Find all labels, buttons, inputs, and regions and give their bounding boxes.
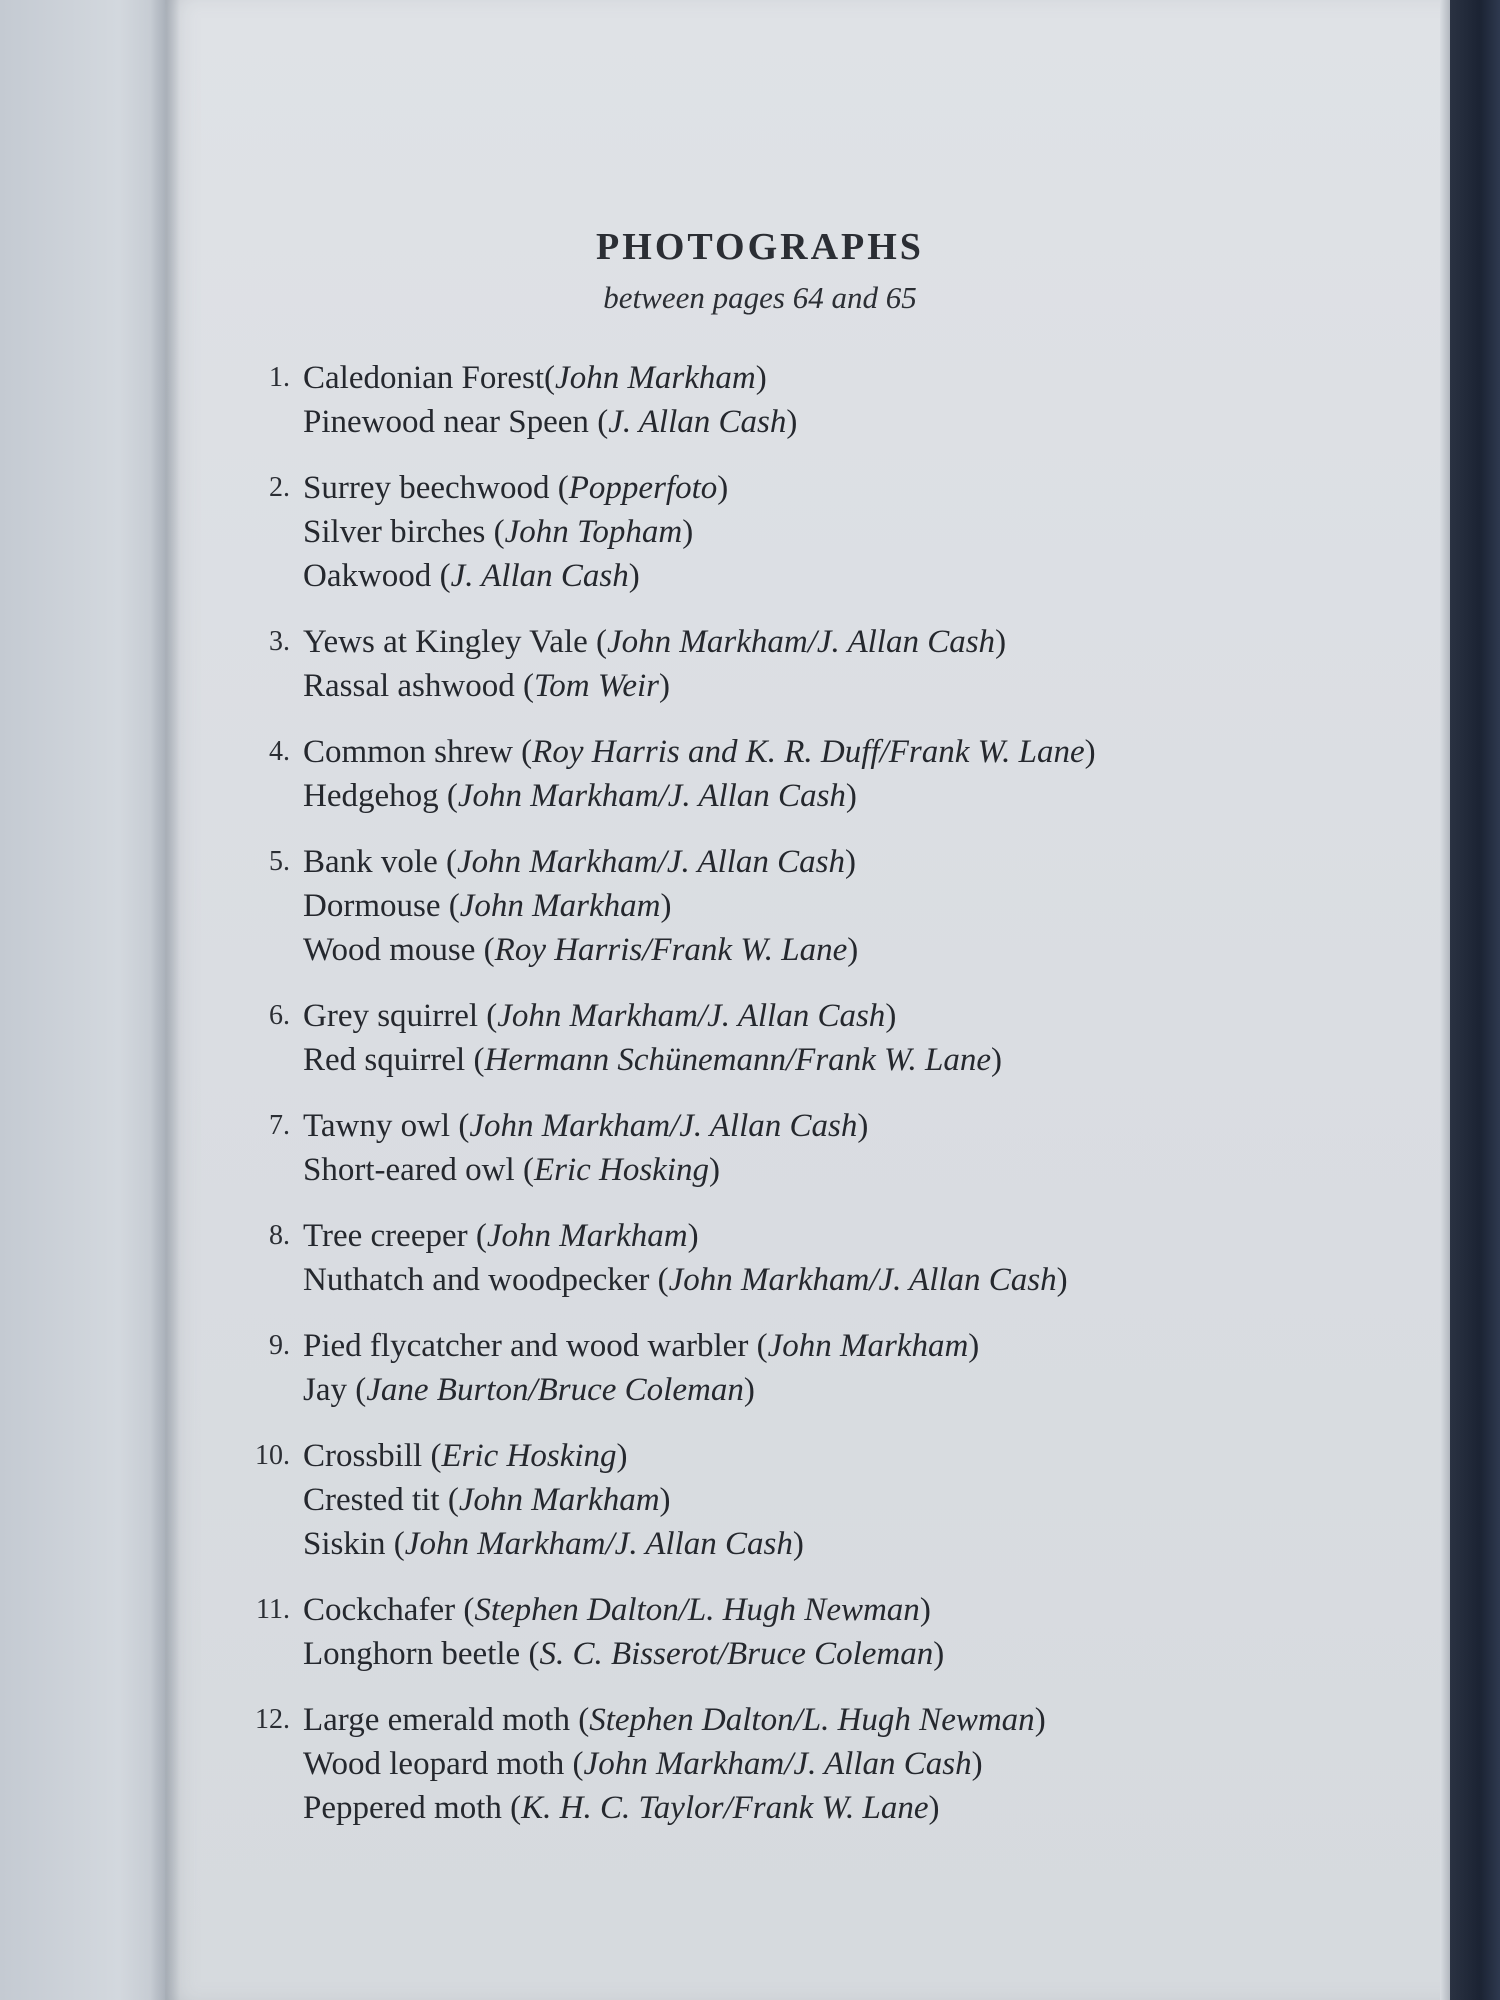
photo-credit: S. C. Bisserot/Bruce Coleman [539, 1636, 934, 1672]
close-paren: ) [933, 1636, 945, 1672]
photo-caption-line [303, 1588, 1350, 1632]
photo-credit: Eric Hosking [441, 1438, 617, 1474]
photo-caption-line [303, 1258, 1350, 1302]
open-paren: ( [521, 734, 533, 770]
photo-caption-line [303, 1104, 1350, 1148]
photo-caption-line [303, 1368, 1350, 1412]
photo-caption-line [303, 356, 1350, 400]
entry-number: 4. [269, 736, 290, 767]
photo-subject: Cockchafer [303, 1592, 464, 1628]
open-paren: ( [522, 668, 534, 704]
entry-number: 7. [269, 1110, 290, 1141]
open-paren: ( [557, 470, 569, 506]
photo-subject: Jay [303, 1372, 356, 1408]
photo-caption-line [303, 730, 1350, 774]
photo-subject: Longhorn beetle [303, 1636, 529, 1672]
entry-lines [303, 356, 1350, 444]
open-paren: ( [448, 888, 460, 924]
photo-subject: Crested tit [303, 1482, 448, 1518]
close-paren: ) [847, 932, 859, 968]
photo-subject: Short-eared owl [303, 1152, 523, 1188]
photo-subject: Pinewood near Speen [303, 404, 598, 440]
open-paren: ( [430, 1438, 442, 1474]
close-paren: ) [660, 888, 672, 924]
photo-entry [240, 840, 1350, 972]
close-paren: ) [743, 1372, 755, 1408]
open-paren: ( [657, 1262, 669, 1298]
close-paren: ) [687, 1218, 699, 1254]
facing-page [0, 0, 170, 2000]
close-paren: ) [971, 1746, 983, 1782]
entry-number: 11. [256, 1594, 290, 1625]
photo-credit: Stephen Dalton/L. Hugh Newman [474, 1592, 920, 1628]
photo-caption-line [303, 1324, 1350, 1368]
photo-caption-line [303, 1214, 1350, 1258]
open-paren: ( [475, 1218, 487, 1254]
photo-credit: John Markham/J. Allan Cash [583, 1746, 972, 1782]
close-paren: ) [755, 360, 767, 396]
open-paren: ( [445, 844, 457, 880]
photo-caption-line [303, 554, 1350, 598]
photo-subject: Peppered moth [303, 1790, 511, 1826]
page-title: PHOTOGRAPHS [596, 226, 924, 269]
photo-caption-line [303, 620, 1350, 664]
photo-credit: Jane Burton/Bruce Coleman [366, 1372, 744, 1408]
photo-credit: Roy Harris/Frank W. Lane [494, 932, 848, 968]
photograph-list [240, 356, 1350, 1852]
entry-number: 2. [269, 472, 290, 503]
page-subtitle: between pages 64 and 65 [603, 280, 917, 315]
photo-caption-line [303, 1742, 1350, 1786]
photo-caption-line [303, 1038, 1350, 1082]
photo-subject: Rassal ashwood [303, 668, 523, 704]
photo-subject: Wood mouse [303, 932, 484, 968]
photo-credit: John Markham [555, 360, 756, 396]
photo-credit: John Topham [504, 514, 683, 550]
entry-lines [303, 1104, 1350, 1192]
entry-number: 12. [255, 1704, 290, 1735]
photo-entry [240, 730, 1350, 818]
open-paren: ( [528, 1636, 540, 1672]
close-paren: ) [792, 1526, 804, 1562]
close-paren: ) [659, 668, 671, 704]
entry-lines [303, 730, 1350, 818]
open-paren: ( [597, 404, 609, 440]
close-paren: ) [845, 844, 857, 880]
photo-caption-line [303, 1698, 1350, 1742]
entry-number: 6. [269, 1000, 290, 1031]
photo-caption-line [303, 1632, 1350, 1676]
photo-entry [240, 1434, 1350, 1566]
close-paren: ) [991, 1042, 1003, 1078]
photo-credit: John Markham [486, 1218, 688, 1254]
photo-credit: John Markham [459, 888, 661, 924]
open-paren: ( [355, 1372, 367, 1408]
photo-credit: John Markham/J. Allan Cash [457, 778, 846, 814]
entry-lines [303, 994, 1350, 1082]
photo-caption-line [303, 994, 1350, 1038]
close-paren: ) [628, 558, 640, 594]
open-paren: ( [483, 932, 495, 968]
photo-credit: Popperfoto [568, 470, 718, 506]
photo-credit: John Markham/J. Allan Cash [607, 624, 996, 660]
photo-entry [240, 1104, 1350, 1192]
photo-caption-line [303, 664, 1350, 708]
open-paren: ( [756, 1328, 768, 1364]
entry-lines [303, 1434, 1350, 1566]
open-paren: ( [493, 514, 505, 550]
close-paren: ) [1034, 1702, 1046, 1738]
photo-entry [240, 466, 1350, 598]
background-surface [1450, 0, 1500, 2000]
photo-caption-line [303, 1434, 1350, 1478]
open-paren: ( [463, 1592, 475, 1628]
photo-caption-line [303, 1478, 1350, 1522]
photo-subject: Nuthatch and woodpecker [303, 1262, 658, 1298]
photo-subject: Tawny owl [303, 1108, 459, 1144]
photo-credit: J. Allan Cash [450, 558, 629, 594]
close-paren: ) [919, 1592, 931, 1628]
open-paren: ( [486, 998, 498, 1034]
entry-number: 9. [269, 1330, 290, 1361]
entry-number: 10. [255, 1440, 290, 1471]
photo-credit: John Markham/J. Allan Cash [404, 1526, 793, 1562]
photo-caption-line [303, 1522, 1350, 1566]
open-paren: ( [544, 360, 556, 396]
close-paren: ) [717, 470, 729, 506]
photo-subject: Wood leopard moth [303, 1746, 573, 1782]
photo-credit: John Markham/J. Allan Cash [469, 1108, 858, 1144]
photo-caption-line [303, 774, 1350, 818]
photo-subject: Siskin [303, 1526, 394, 1562]
photo-credit: Hermann Schünemann/Frank W. Lane [484, 1042, 992, 1078]
photo-caption-line [303, 884, 1350, 928]
photo-caption-line [303, 400, 1350, 444]
photo-credit: Eric Hosking [533, 1152, 709, 1188]
photo-entry [240, 994, 1350, 1082]
photo-caption-line [303, 1148, 1350, 1192]
photo-subject: Crossbill [303, 1438, 431, 1474]
close-paren: ) [845, 778, 857, 814]
open-paren: ( [473, 1042, 485, 1078]
entry-lines [303, 620, 1350, 708]
photo-subject: Hedgehog [303, 778, 447, 814]
open-paren: ( [522, 1152, 534, 1188]
entry-lines [303, 840, 1350, 972]
open-paren: ( [572, 1746, 584, 1782]
open-paren: ( [578, 1702, 590, 1738]
photo-subject: Caledonian Forest [303, 360, 545, 396]
photo-credit: John Markham/J. Allan Cash [456, 844, 846, 880]
entry-number: 1. [269, 362, 290, 393]
photo-credit: K. H. C. Taylor/Frank W. Lane [521, 1790, 929, 1826]
photo-caption-line [303, 840, 1350, 884]
entry-lines [303, 1324, 1350, 1412]
photo-subject: Dormouse [303, 888, 449, 924]
close-paren: ) [857, 1108, 869, 1144]
close-paren: ) [968, 1328, 980, 1364]
photo-credit: Stephen Dalton/L. Hugh Newman [589, 1702, 1035, 1738]
entry-lines [303, 1214, 1350, 1302]
photo-subject: Pied flycatcher and wood warbler [303, 1328, 757, 1364]
open-paren: ( [510, 1790, 522, 1826]
entry-lines [303, 466, 1350, 598]
photo-credit: John Markham/J. Allan Cash [668, 1262, 1057, 1298]
open-paren: ( [439, 558, 451, 594]
entry-lines [303, 1588, 1350, 1676]
photo-subject: Common shrew [303, 734, 522, 770]
photo-subject: Red squirrel [303, 1042, 474, 1078]
close-paren: ) [659, 1482, 671, 1518]
photo-credit: John Markham [767, 1328, 969, 1364]
photo-entry [240, 1214, 1350, 1302]
photo-subject: Tree creeper [303, 1218, 476, 1254]
photo-subject: Grey squirrel [303, 998, 487, 1034]
close-paren: ) [786, 404, 798, 440]
open-paren: ( [393, 1526, 405, 1562]
photo-credit: Roy Harris and K. R. Duff/Frank W. Lane [532, 734, 1085, 770]
photo-subject: Yews at Kingley Vale [303, 624, 597, 660]
close-paren: ) [885, 998, 897, 1034]
book-page [165, 0, 1445, 2000]
photo-entry [240, 620, 1350, 708]
entry-number: 8. [269, 1220, 290, 1251]
entry-number: 3. [269, 626, 290, 657]
close-paren: ) [928, 1790, 940, 1826]
photo-subject: Surrey beechwood [303, 470, 558, 506]
photo-entry [240, 1324, 1350, 1412]
close-paren: ) [682, 514, 694, 550]
open-paren: ( [458, 1108, 470, 1144]
close-paren: ) [1084, 734, 1096, 770]
book-gutter [150, 0, 180, 2000]
close-paren: ) [709, 1152, 720, 1188]
close-paren: ) [616, 1438, 628, 1474]
photo-subject: Large emerald moth [303, 1702, 579, 1738]
entry-number: 5. [269, 846, 290, 877]
photo-subject: Oakwood [303, 558, 440, 594]
photo-credit: John Markham [458, 1482, 660, 1518]
photo-subject: Silver birches [303, 514, 494, 550]
photo-credit: J. Allan Cash [608, 404, 787, 440]
photo-entry [240, 1698, 1350, 1830]
photo-caption-line [303, 928, 1350, 972]
entry-lines [303, 1698, 1350, 1830]
photo-entry [240, 1588, 1350, 1676]
close-paren: ) [1056, 1262, 1068, 1298]
close-paren: ) [995, 624, 1007, 660]
photo-entry [240, 356, 1350, 444]
photo-caption-line [303, 510, 1350, 554]
open-paren: ( [446, 778, 458, 814]
photo-caption-line [303, 466, 1350, 510]
open-paren: ( [447, 1482, 459, 1518]
photo-credit: John Markham/J. Allan Cash [497, 998, 886, 1034]
open-paren: ( [596, 624, 608, 660]
photo-subject: Bank vole [303, 844, 446, 880]
photo-credit: Tom Weir [533, 668, 660, 704]
photo-caption-line [303, 1786, 1350, 1830]
